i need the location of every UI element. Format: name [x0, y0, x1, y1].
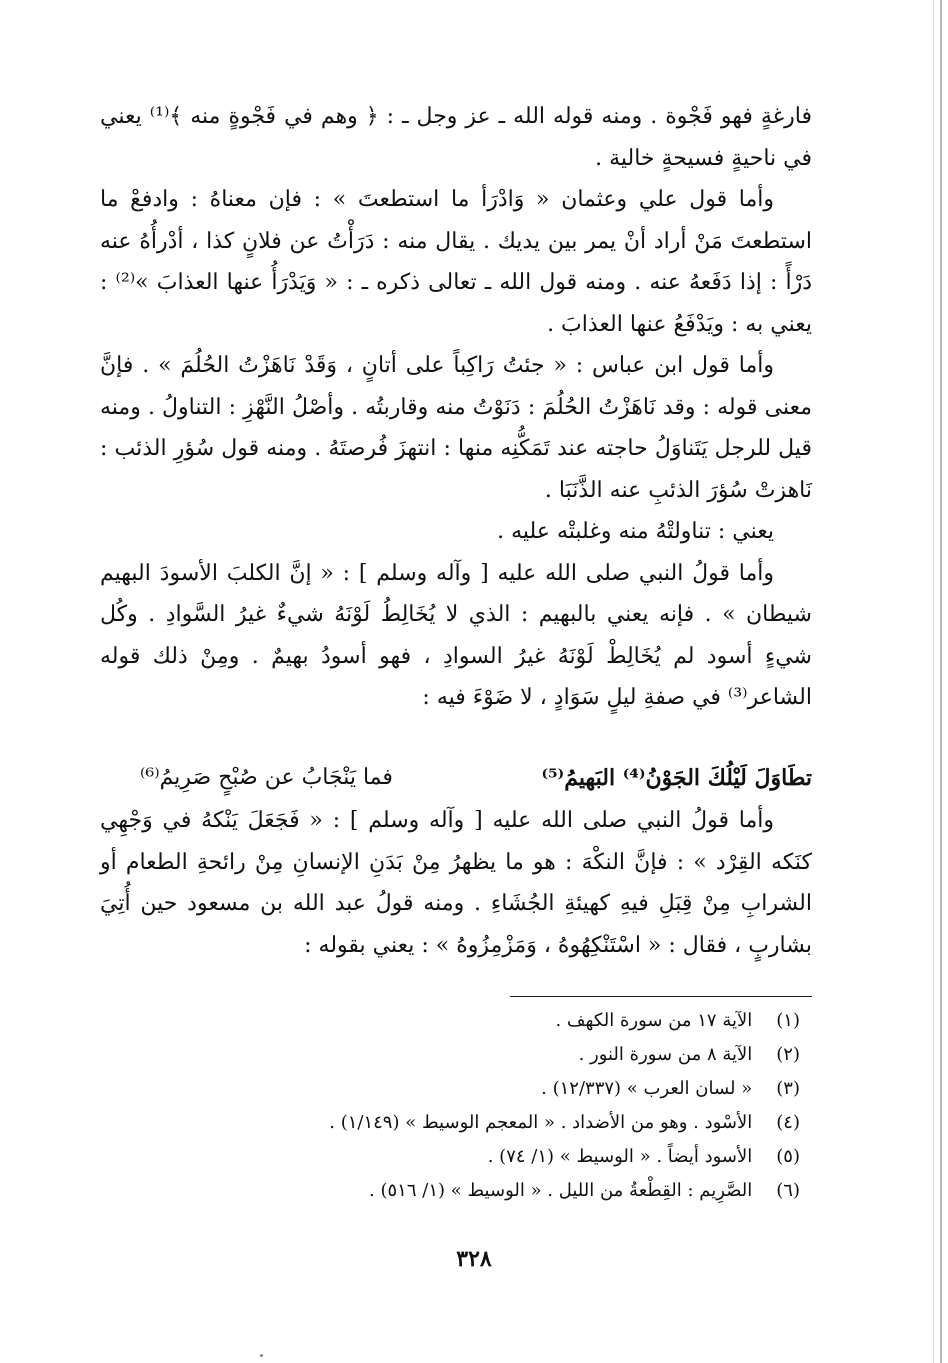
page-edge-line: [940, 0, 942, 1363]
poetry-verse: [100, 757, 812, 799]
footnote-item: [200, 1106, 800, 1140]
footnote-text: الأسْود . وهو من الأضداد . « المعجم الوسيط » (١/١٤٩) .: [329, 1112, 753, 1133]
footnote-item: [200, 1004, 800, 1038]
main-text-block-continued: [100, 800, 812, 966]
footnote-number: (٥): [776, 1146, 800, 1167]
page-edge-line-inner: [933, 0, 934, 1363]
paragraph: وأما قول علي وعثمان « وَادْرَأ ما استطعتَ » : فإن معناهُ : وادفعْ ما استطعتَ مَنْ أراد أنْ يمر بين يديك . يقال منه : دَرَأْتُ عن فلانٍ كذا ، أدْرأُهُ عنه دَرْأً : إذا دَفَعهُ عنه . ومنه قول الله ـ تعالى ذكره ـ : « وَيَدْرَأُ عنها العذابَ »⁽²⁾ : يعني به : ويَدْفَعُ عنها العذابَ .: [100, 187, 813, 337]
footnote-separator: [510, 996, 812, 997]
footnote-text: الآية ٨ من سورة النور .: [578, 1044, 753, 1065]
paragraph: وأما قولُ النبي صلى الله عليه [ وآله وسلم ] : « إنَّ الكلبَ الأسودَ البهيم شيطان » . فإنه يعني بالبهيم : الذي لا يُخَالِطُ لَوْنَهُ شيءٌ غيرُ السَّوادِ . وكُل شيءٍ أسود لم يُخَالِطْ لَوْنَهُ غيرُ السوادِ ، فهو أسودُ بهيمٌ . ومِنْ ذلك قوله الشاعر⁽³⁾ في صفةِ ليلٍ سَوَادٍ ، لا ضَوْءَ فيه :: [100, 560, 812, 710]
paragraph: وأما قول ابن عباس : « جئتُ رَاكِباً على أتانٍ ، وَقَدْ نَاهَزْتُ الحُلُمَ » . فإنَّ معنى قوله : وقد نَاهَزْتُ الحُلُمَ : دَنَوْتُ منه وقاربتُه . وأصْلُ النَّهْزِ : التناولُ . ومنه قيل للرجل يَتَناوَلُ حاجته عند تَمَكُّنِه منها : انتهزَ فُرصتَهُ . ومنه قول سُؤرِ الذئب : نَاهزتْ سُؤرَ الذئبِ عنه الذَّنَبَا .: [100, 353, 812, 503]
footnote-item: [200, 1140, 800, 1174]
footnote-number: (٦): [776, 1180, 800, 1201]
footnotes: [200, 1004, 800, 1208]
paragraph: يعني : تناولتْهُ منه وغلبتْه عليه .: [497, 519, 774, 544]
verse-hemistich-first: تطَاوَلَ لَيْلُكَ الجَوْنُ⁽⁴⁾ البَهيمُ⁽⁵⁾: [541, 765, 812, 791]
main-text-block: [100, 96, 812, 719]
footnote-item: [200, 1038, 800, 1072]
paragraph: وأما قولُ النبي صلى الله عليه [ وآله وسلم ] : « فَجَعَلَ يَنْكهُ في وَجْهِي كنَكه القِرْد » : فإنَّ النكْهَ : هو ما يظهرُ مِنْ بَدَنِ الإنسانِ مِنْ رائحةِ الطعام أو الشرابِ مِنْ قِبَلِ فيهِ كهيئةِ الجُشَاءِ . ومنه قولُ عبد الله بن مسعود حين أُتِيَ بشاربٍ ، فقال : « اسْتَنْكِهُوهُ ، وَمَزْمِزُوهُ » : يعني بقوله :: [100, 808, 812, 958]
footnote-item: [200, 1174, 800, 1208]
footnote-text: الصَّرِيم : القِطْعةُ من الليل . « الوسيط » (١/ ٥١٦) .: [369, 1180, 753, 1201]
page-number: ٣٢٨: [456, 1246, 492, 1272]
footnote-text: الآية ١٧ من سورة الكهف .: [555, 1010, 753, 1031]
footnote-number: (١): [776, 1010, 800, 1031]
footnote-number: (٣): [776, 1078, 800, 1099]
footnote-number: (٢): [776, 1044, 800, 1065]
scan-speck: [260, 1354, 263, 1357]
footnote-item: [200, 1072, 800, 1106]
footnote-text: « لسان العرب » (١٢/٣٣٧) .: [541, 1078, 753, 1099]
footnote-number: (٤): [776, 1112, 800, 1133]
paragraph: فارغةٍ فهو فَجْوة . ومنه قوله الله ـ عز وجل ـ : ﴿ وهم في فَجْوةٍ منه ﴾⁽¹⁾ يعني في ناحيةٍ فسيحةٍ خالية .: [100, 104, 813, 171]
footnote-text: الأسود أيضاً . « الوسيط » (١/ ٧٤) .: [487, 1146, 753, 1167]
verse-hemistich-second: فما يَنْجَابُ عن صُبْحٍ صَرِيمُ⁽⁶⁾: [140, 765, 393, 790]
